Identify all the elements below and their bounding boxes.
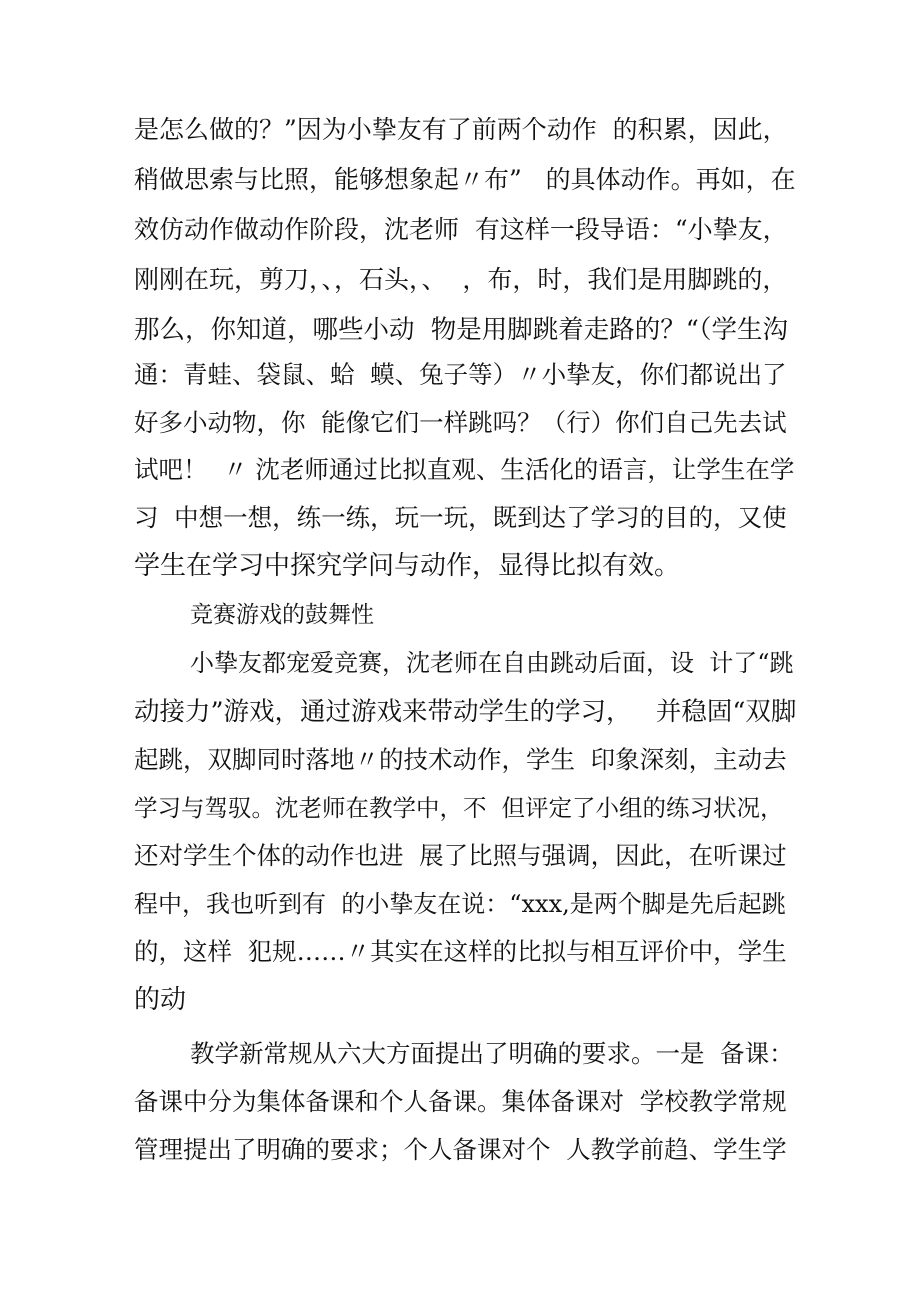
paragraph-line: 效仿动作做动作阶段，沈老师 有这样一段导语：“小挚友， [134, 215, 788, 244]
paragraph-line: 通：青蛙、袋鼠、蛤 蟆、兔子等）〃小挚友，你们都说出了 [134, 360, 787, 389]
paragraph-line: 程中，我也听到有 的小挚友在说：“xxx,是两个脚是先后起跳 [134, 890, 786, 918]
paragraph-line: 是怎么做的？”因为小挚友有了前两个动作 的积累，因此， [134, 115, 788, 144]
paragraph-line: 起跳，双脚同时落地〃的技术动作，学生 印象深刻，主动去 [134, 745, 787, 774]
paragraph-line: 稍做思索与比照，能够想象起〃布” 的具体动作。再如，在 [134, 165, 796, 194]
paragraph-line: 学习与驾驭。沈老师在教学中，不 但评定了小组的练习状况， [134, 794, 784, 822]
paragraph-line: 的动 [134, 985, 187, 1015]
section-heading: 竞赛游戏的鼓舞性 [190, 602, 374, 628]
paragraph-line: 好多小动物，你 能像它们一样跳吗？（行）你们自己先去试 [134, 408, 787, 437]
paragraph-line: 试吧！ 〃 沈老师通过比拟直观、生活化的语言，让学生在学 [134, 455, 795, 484]
paragraph-line: 刚刚在玩，剪刀，、，石头，、 ，布，时，我们是用脚跳的， [134, 265, 788, 294]
paragraph-line: 学生在学习中探究学问与动作，显得比拟有效。 [134, 551, 681, 581]
paragraph-line: 动接力”游戏，通过游戏来带动学生的学习， 并稳固“双脚 [134, 697, 797, 727]
paragraph-line: 管理提出了明确的要求；个人备课对个 人教学前趋、学生学 [134, 1135, 787, 1164]
paragraph-line: 备课中分为集体备课和个人备课。集体备课对 学校教学常规 [134, 1087, 787, 1116]
paragraph-line: 的，这样 犯规……〃其实在这样的比拟与相互评价中，学生 [134, 937, 787, 966]
paragraph-line: 还对学生个体的动作也进 展了比照与强调，因此，在听课过 [134, 841, 787, 870]
paragraph-line: 小挚友都宠爱竞赛，沈老师在自由跳动后面，设 计了“跳 [190, 649, 794, 677]
paragraph-line: 教学新常规从六大方面提出了明确的要求。一是 备课： [190, 1039, 794, 1068]
paragraph-line: 习 中想一想，练一练，玩一玩，既到达了学习的目的，又使 [134, 503, 787, 532]
paragraph-line: 那么，你知道，哪些小动 物是用脚跳着走路的？“（学生沟 [134, 315, 788, 345]
